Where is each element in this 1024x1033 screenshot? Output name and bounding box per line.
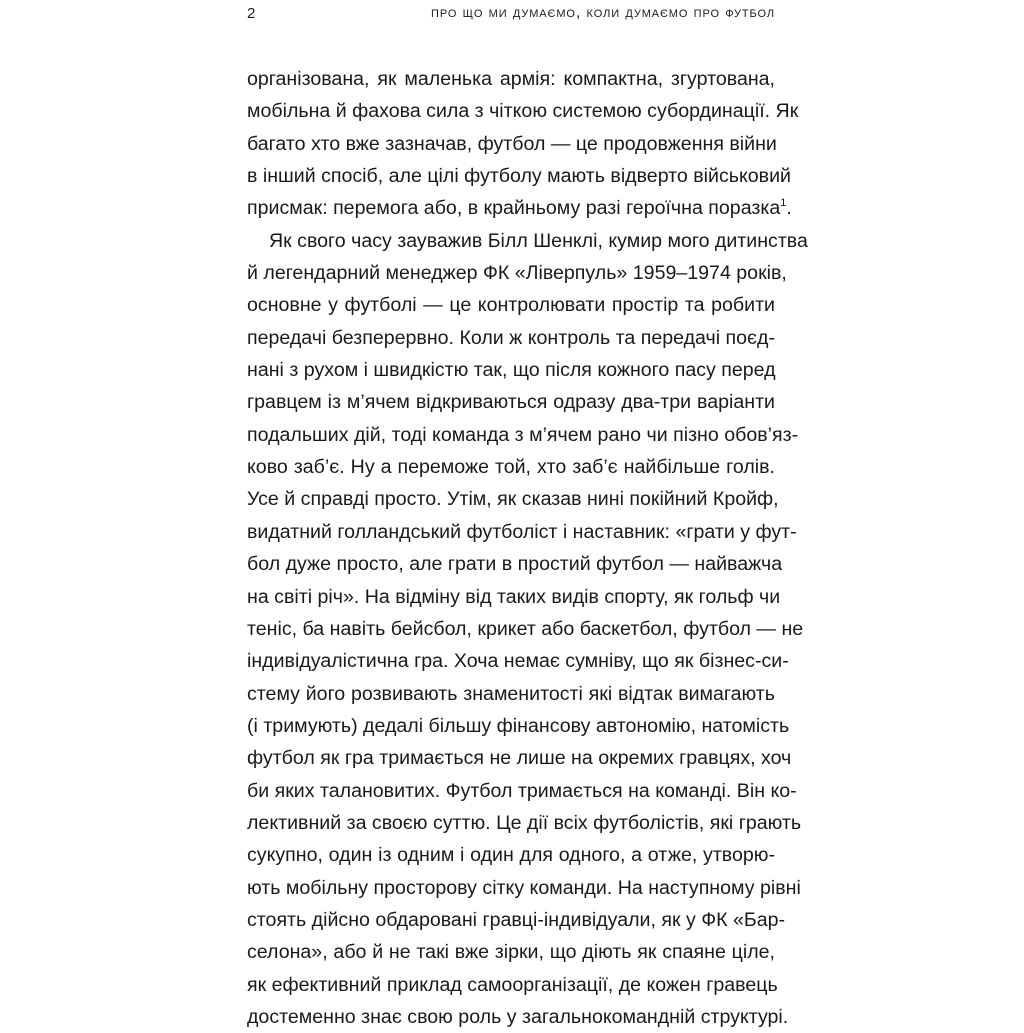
text-line: на світі річ». На відміну від таких видів спорту, як гольф чи <box>247 585 781 608</box>
text-line: видатний голландський футболіст і наставник: «грати у фут- <box>247 520 797 543</box>
text-line: бол дуже просто, але грати в простий футбол — найважча <box>247 553 783 576</box>
text-line: ково заб’є. Ну а переможе той, хто заб’є найбільше голів. <box>247 456 775 479</box>
text-line: футбол як гра тримається не лише на окремих гравцях, хоч <box>247 747 792 770</box>
text-line: в інший спосіб, але цілі футболу мають відверто військовий <box>247 165 791 188</box>
sentence-period: . <box>786 197 792 220</box>
text-line: й легендарний менеджер ФК «Ліверпуль» 1959–1974 років, <box>247 262 787 285</box>
text-line-paragraph-end <box>247 192 792 224</box>
text-line: мобільна й фахова сила з чіткою системою субординації. Як <box>247 100 799 123</box>
text-line: (і тримують) дедалі більшу фінансову автономію, натомість <box>247 714 790 737</box>
page-number: 2 <box>247 4 256 22</box>
text-line: достеменно знає свою роль у загальнокомандній структурі. <box>247 1005 789 1028</box>
text-line: ють мобільну просторову сітку команди. На наступному рівні <box>247 876 801 899</box>
text-line: стему його розвивають знаменитості які відтак вимагають <box>247 682 775 705</box>
text-line: передачі безперервно. Коли ж контроль та передачі поєд- <box>247 326 775 349</box>
footnote-marker: 1 <box>780 197 787 210</box>
text-line: нані з рухом і швидкістю так, що після кожного пасу перед <box>247 359 776 382</box>
text-line: багато хто вже зазначав, футбол — це продовження війни <box>247 132 777 155</box>
text-line: організована, як маленька армія: компактна, згуртована, <box>247 68 775 90</box>
running-title: про що ми думаємо, коли думаємо про футбол <box>431 4 775 21</box>
text-line: стоять дійсно обдаровані гравці-індивідуали, як у ФК «Бар- <box>247 908 786 931</box>
text-line: би яких талановитих. Футбол тримається на команді. Він ко- <box>247 779 797 802</box>
text-line: теніс, ба навіть бейсбол, крикет або баскетбол, футбол — не <box>247 617 804 640</box>
body-text <box>247 63 808 1033</box>
text-line: гравцем із м’ячем відкриваються одразу два-три варіанти <box>247 391 775 414</box>
text-line-paragraph-start: Як свого часу зауважив Білл Шенклі, кумир мого дитинства <box>269 229 808 252</box>
text-line: основне у футболі — це контролювати простір та робити <box>247 294 775 317</box>
text-line: як ефективний приклад самоорганізації, де кожен гравець <box>247 973 778 996</box>
text-line: індивідуалістична гра. Хоча немає сумніву, що як бізнес-си- <box>247 650 789 673</box>
text-line: сукупно, один із одним і один для одного, а отже, утворю- <box>247 844 775 867</box>
text-line: лективний за своєю суттю. Це дії всіх футболістів, які грають <box>247 811 802 834</box>
text-line: подальших дій, тоді команда з м’ячем рано чи пізно обов’яз- <box>247 423 799 446</box>
text-line-content: присмак: перемога або, в крайньому разі героїчна поразка <box>247 197 781 220</box>
text-line: Усе й справді просто. Утім, як сказав нині покійний Кройф, <box>247 488 779 511</box>
running-header <box>247 2 775 24</box>
text-line: селона», або й не такі вже зірки, що діють як спаяне ціле, <box>247 941 775 964</box>
